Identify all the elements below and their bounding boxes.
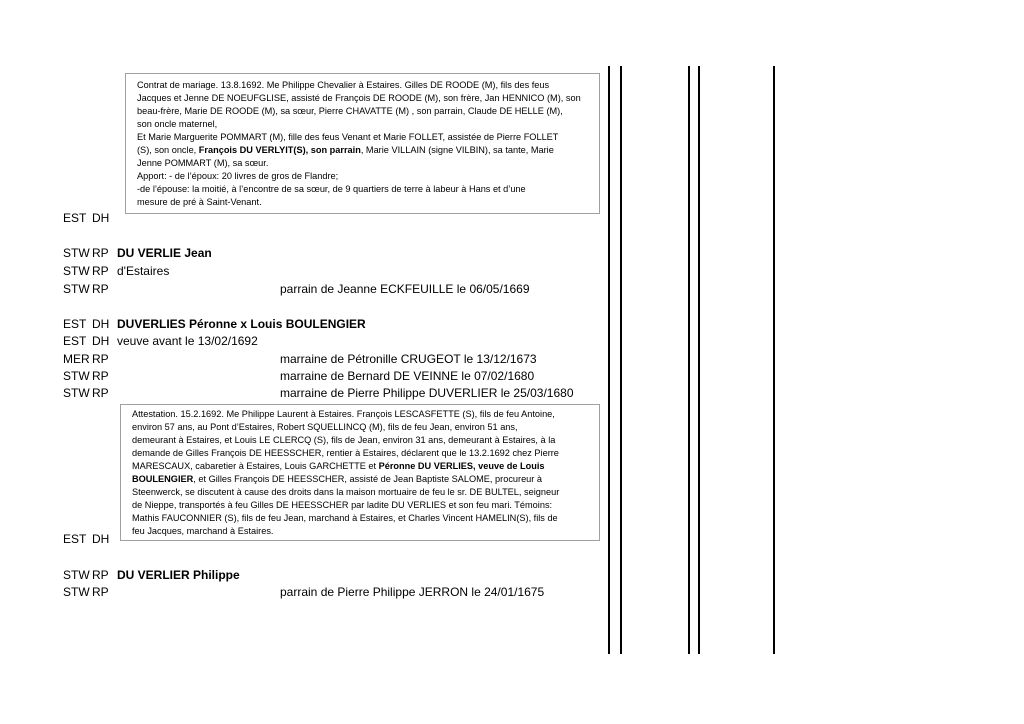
type-code: RP bbox=[92, 386, 109, 400]
note-line: Apport: - de l’époux: 20 livres de gros de Flandre; bbox=[137, 171, 339, 181]
note-line: mesure de pré à Saint-Venant. bbox=[137, 197, 262, 207]
note-line bbox=[132, 473, 591, 486]
note-text: , Marie VILLAIN (signe VILBIN), sa tante, Marie bbox=[360, 145, 554, 155]
record-detail: veuve avant le 13/02/1692 bbox=[117, 334, 258, 348]
person-name: DU VERLIE Jean bbox=[117, 246, 212, 260]
note-text: MARESCAUX, cabaretier à Estaires, Louis GARCHETTE et bbox=[132, 461, 379, 471]
record-event: marraine de Pierre Philippe DUVERLIER le 25/03/1680 bbox=[280, 386, 574, 400]
person-name: DUVERLIES Péronne x Louis BOULENGIER bbox=[117, 317, 366, 331]
source-code: MER bbox=[63, 352, 90, 366]
type-code: DH bbox=[92, 211, 110, 225]
source-code: STW bbox=[63, 568, 90, 582]
record-event: marraine de Bernard DE VEINNE le 07/02/1680 bbox=[280, 369, 535, 383]
note-line: demeurant à Estaires, et Louis LE CLERCQ (S), fils de Jean, environ 31 ans, demeurant à Estaires, à la bbox=[132, 435, 556, 445]
column-rule-4 bbox=[698, 66, 700, 654]
note-line: Contrat de mariage. 13.8.1692. Me Philippe Chevalier à Estaires. Gilles DE ROODE (M), fils des feus bbox=[137, 80, 550, 90]
note-line: environ 57 ans, au Pont d’Estaires, Robert SQUELLINCQ (M), fils de feu Jean, environ 51 ans, bbox=[132, 422, 518, 432]
record-event: parrain de Pierre Philippe JERRON le 24/01/1675 bbox=[280, 585, 545, 599]
source-code: STW bbox=[63, 282, 90, 296]
type-code: DH bbox=[92, 334, 110, 348]
record-event: parrain de Jeanne ECKFEUILLE le 06/05/1669 bbox=[280, 282, 530, 296]
type-code: RP bbox=[92, 568, 109, 582]
source-code: STW bbox=[63, 264, 90, 278]
note-line: demande de Gilles François DE HEESSCHER, rentier à Estaires, déclarent que le 13.2.1692 chez Pierre bbox=[132, 448, 559, 458]
note-text: , et Gilles François DE HEESSCHER, assisté de Jean Baptiste SALOME, procureur à bbox=[193, 474, 543, 484]
note-highlight: Péronne DU VERLIES, veuve de Louis bbox=[378, 461, 545, 471]
type-code: RP bbox=[92, 264, 109, 278]
note-line: beau-frère, Marie DE ROODE (M), sa sœur, Pierre CHAVATTE (M) , son parrain, Claude DE HELLE (M), bbox=[137, 106, 563, 116]
note-text: (S), son oncle, bbox=[137, 145, 199, 155]
type-code: DH bbox=[92, 532, 110, 546]
type-code: DH bbox=[92, 317, 110, 331]
note-line: de Nieppe, transportés à feu Gilles DE HEESSCHER par ladite DU VERLIES et son feu mari. Témoins: bbox=[132, 500, 553, 510]
note-highlight: François DU VERLYIT(S), son parrain bbox=[198, 145, 361, 155]
note-line: Jenne POMMART (M), sa sœur. bbox=[137, 158, 269, 168]
type-code: RP bbox=[92, 352, 109, 366]
note-line: Et Marie Marguerite POMMART (M), fille des feus Venant et Marie FOLLET, assistée de Pierre FOLLET bbox=[137, 132, 559, 142]
note-line: son oncle maternel, bbox=[137, 119, 218, 129]
marriage-contract-note bbox=[125, 73, 600, 214]
type-code: RP bbox=[92, 585, 109, 599]
source-code: STW bbox=[63, 369, 90, 383]
note-line: feu Jacques, marchand à Estaires. bbox=[132, 526, 274, 536]
source-code: EST bbox=[63, 211, 87, 225]
source-code: STW bbox=[63, 246, 90, 260]
type-code: RP bbox=[92, 246, 109, 260]
note-line: Attestation. 15.2.1692. Me Philippe Laurent à Estaires. François LESCASFETTE (S), fils de feu Antoine, bbox=[132, 409, 555, 419]
source-code: STW bbox=[63, 386, 90, 400]
source-code: EST bbox=[63, 532, 87, 546]
note-line: -de l’épouse: la moitié, à l’encontre de sa sœur, de 9 quartiers de terre à labeur à Hans et d’une bbox=[137, 184, 526, 194]
column-rule-2 bbox=[620, 66, 622, 654]
type-code: RP bbox=[92, 282, 109, 296]
note-line: Jacques et Jenne DE NOEUFGLISE, assisté de François DE ROODE (M), son frère, Jan HENNICO (M), son bbox=[137, 93, 581, 103]
source-code: EST bbox=[63, 334, 87, 348]
column-rule-1 bbox=[608, 66, 610, 654]
type-code: RP bbox=[92, 369, 109, 383]
note-line bbox=[132, 460, 591, 473]
attestation-note bbox=[120, 404, 600, 541]
column-rule-3 bbox=[688, 66, 690, 654]
source-code: EST bbox=[63, 317, 87, 331]
record-detail: d'Estaires bbox=[117, 264, 170, 278]
note-line: Mathis FAUCONNIER (S), fils de feu Jean, marchand à Estaires, et Charles Vincent HAMELIN(S), fils de bbox=[132, 513, 558, 523]
note-highlight: BOULENGIER bbox=[132, 474, 194, 484]
column-rule-5 bbox=[773, 66, 775, 654]
person-name: DU VERLIER Philippe bbox=[117, 568, 240, 582]
source-code: STW bbox=[63, 585, 90, 599]
note-line: Steenwerck, se discutent à cause des droits dans la maison mortuaire de feu le sr. DE BULTEL, seigneur bbox=[132, 487, 560, 497]
note-line bbox=[137, 144, 591, 157]
record-event: marraine de Pétronille CRUGEOT le 13/12/1673 bbox=[280, 352, 537, 366]
